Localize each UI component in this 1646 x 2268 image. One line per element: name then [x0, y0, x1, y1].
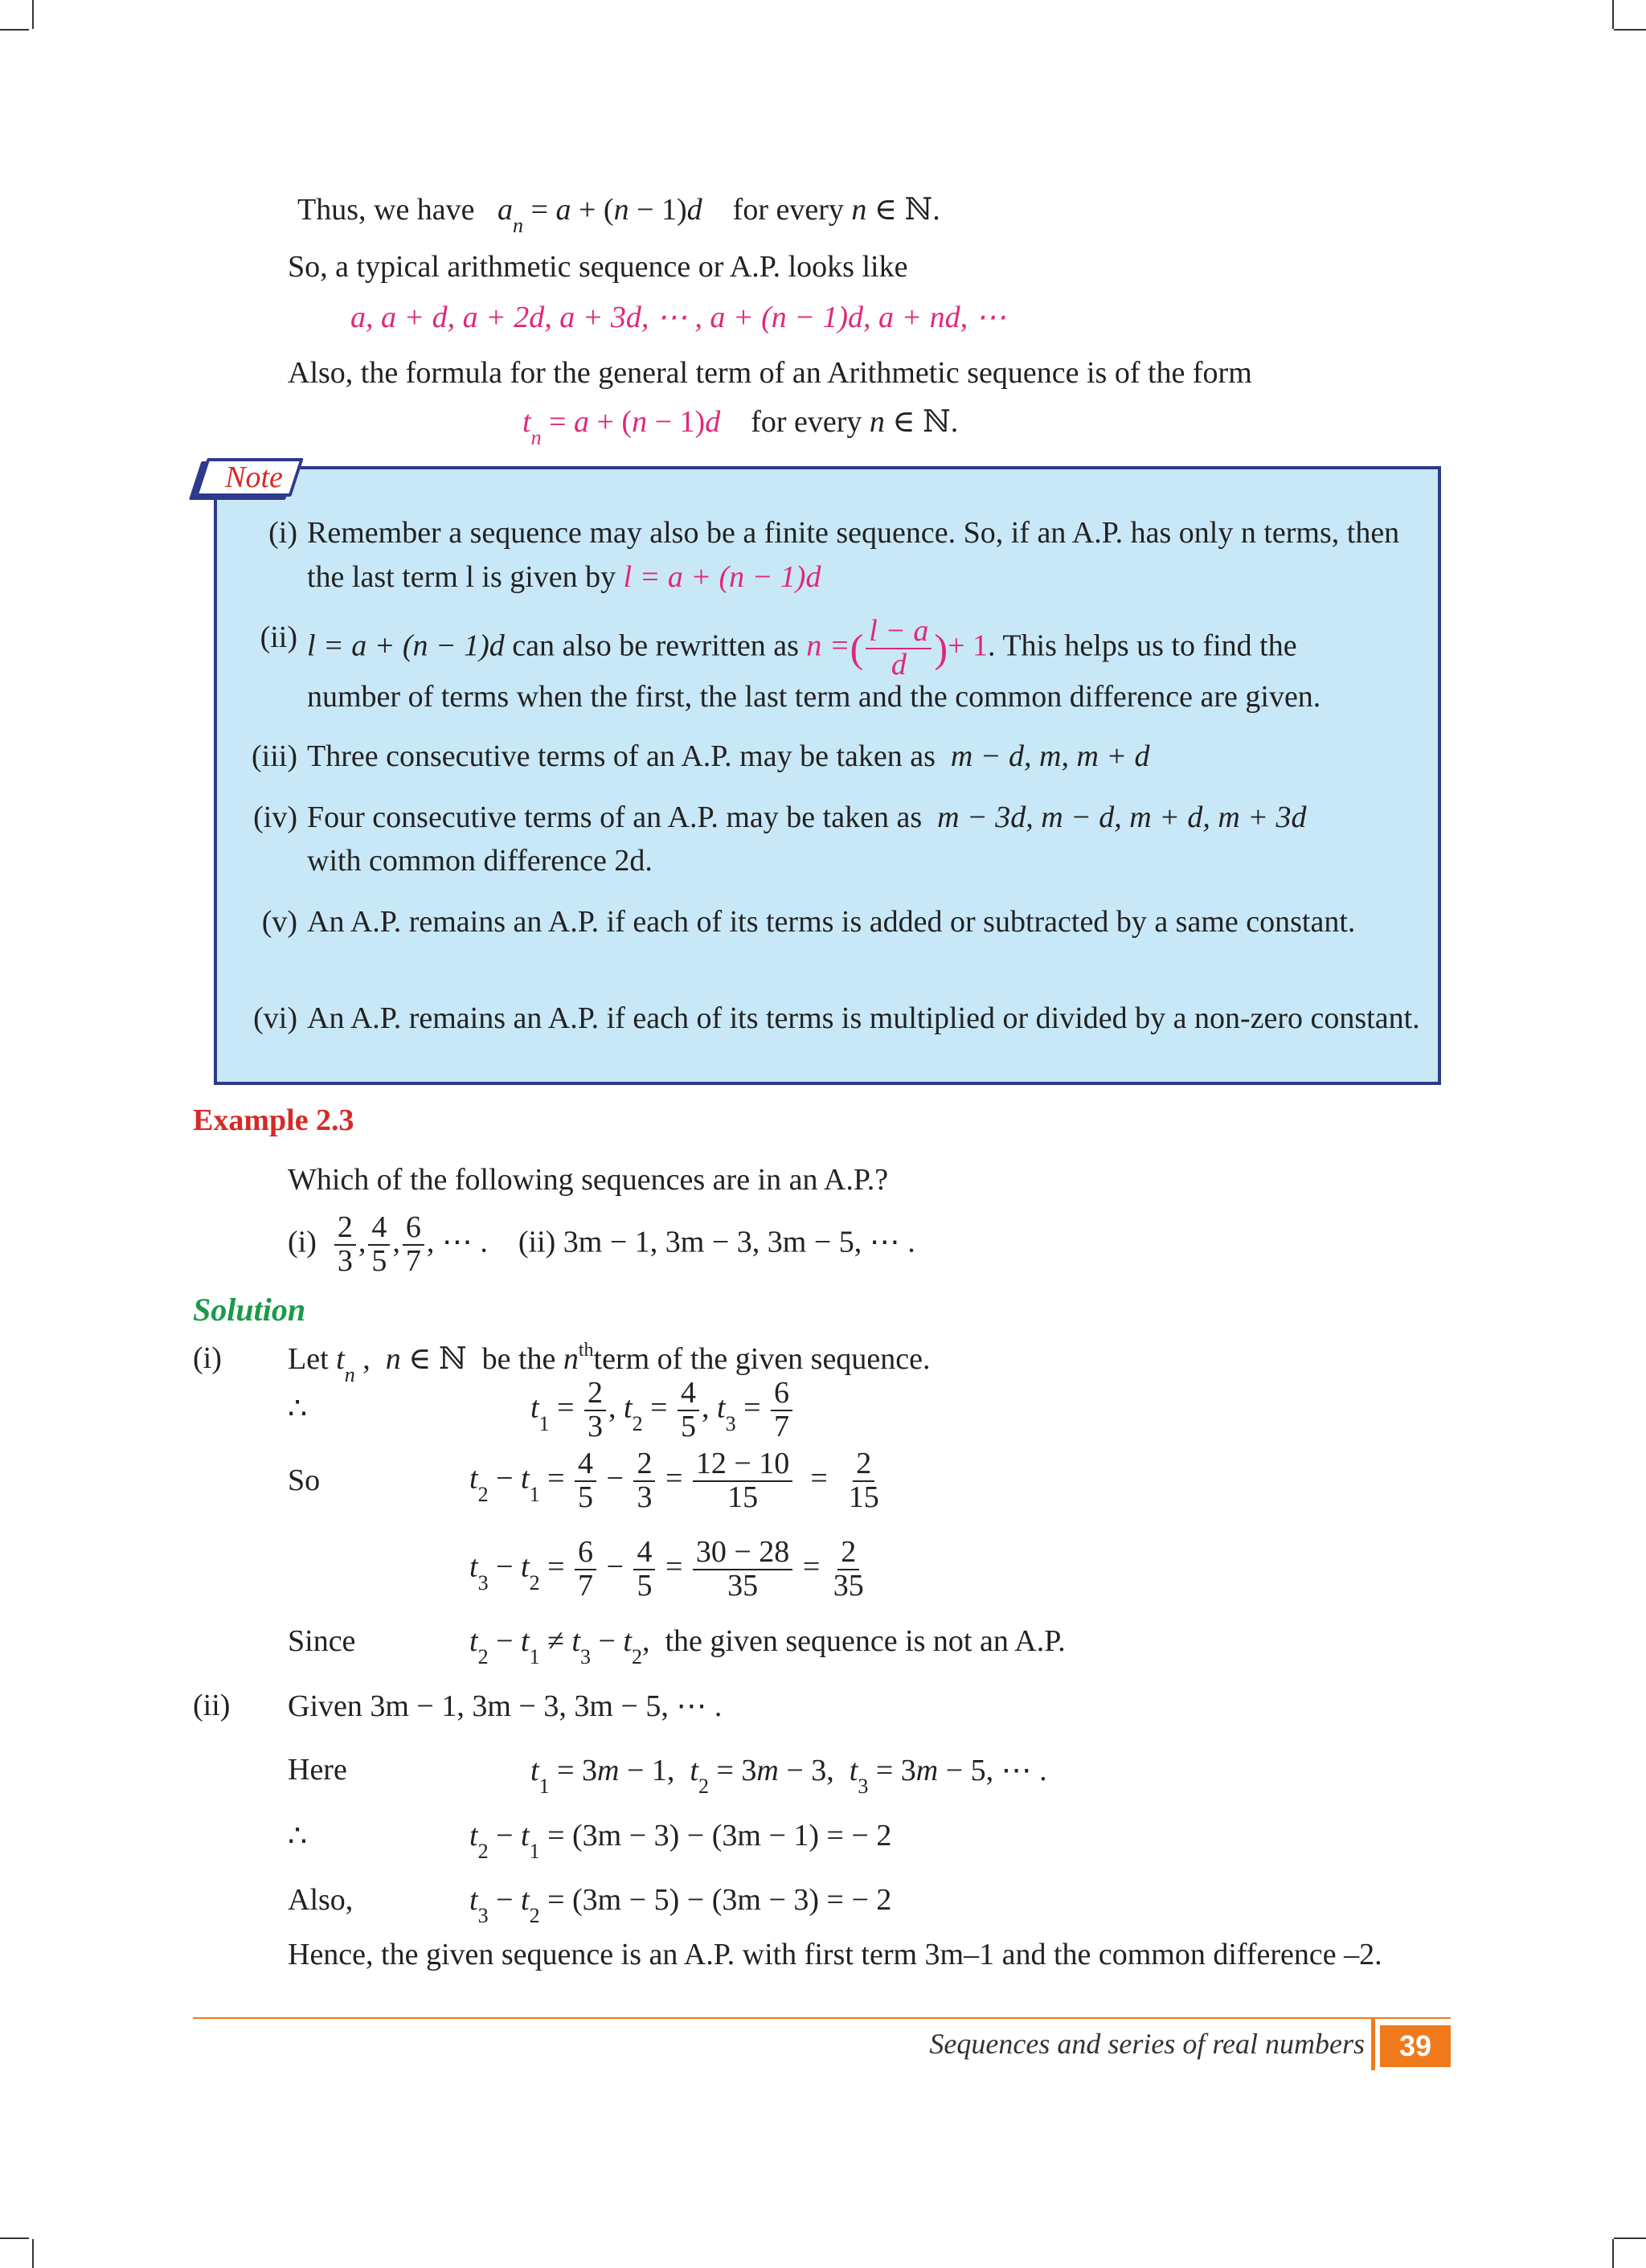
example-title: Example 2.3 — [193, 1103, 354, 1137]
crop-mark-bottom-left — [0, 2239, 34, 2268]
crop-mark-bottom-right — [1612, 2239, 1614, 2268]
sol-here: Here — [288, 1753, 347, 1787]
sol-since-formula: $t_2 - t_1 \ne t_3 - t_2$, the given sequence is not an A.P. — [469, 1624, 1066, 1668]
example-question: Which of the following sequences are in an A.P.? — [288, 1163, 889, 1197]
footer-bar — [1371, 2017, 1375, 2070]
footer-rule — [193, 2017, 1451, 2019]
tn-formula: $t_n = a + (n - 1)d$ for every n ∈ ℕ. — [522, 405, 959, 449]
note-label: Note — [225, 461, 283, 494]
sol-hence: Hence, the given sequence is an A.P. with first term 3m–1 and the common difference –2. — [288, 1938, 1382, 1971]
intro-thus-line: Thus, we have $a_n = a + (n - 1)d$ for every n ∈ ℕ. — [297, 193, 940, 237]
an-formula: $a_n = a + (n - 1)d$ — [497, 193, 702, 237]
sol-d1: $t_2 - t_1 = (3m - 3) - (3m - 1)$ = − 2 — [469, 1819, 892, 1863]
crop-mark-bottom-right-h — [1614, 2237, 1646, 2239]
sol-since: Since — [288, 1624, 356, 1658]
sol-diff-2: $t_3 - t_2$ = $\frac{6}{7}$ − $\frac{4}{5}$ = $\frac{30 - 28}{35}$ = $\frac{2}{35}$ — [469, 1535, 864, 1603]
sol-here-terms: $t_1 = 3m - 1$, $t_2 = 3m - 3$, $t_3 = 3m - 5$, ⋯ . — [530, 1754, 1047, 1798]
crop-mark-top-left-h — [0, 29, 29, 31]
running-title: Sequences and series of real numbers — [929, 2028, 1365, 2060]
page-number: 39 — [1380, 2025, 1451, 2067]
sol-so: So — [288, 1464, 321, 1497]
solution-title: Solution — [193, 1292, 306, 1328]
crop-mark-bottom-left-h — [0, 2237, 29, 2239]
ap-sequence: a, a + d, a + 2d, a + 3d, ⋯ , a + (n − 1)d, a + nd, ⋯ — [350, 301, 1006, 334]
sol-therefore-1: ∴ — [288, 1392, 308, 1426]
sol-also: Also, — [288, 1883, 354, 1917]
note-fraction: $\frac{l - a}{d}$ — [866, 616, 932, 682]
sol-t-values: $t_1$ = $\frac{2}{3}$ , $t_2$ = $\frac{4}{5}$ , $t_3$ = $\frac{6}{7}$ — [530, 1378, 795, 1443]
crop-mark-top-left — [0, 0, 34, 29]
crop-mark-top-right-h — [1614, 29, 1646, 31]
sol-d2: $t_3 - t_2 = (3m - 5) - (3m - 3)$ = − 2 — [469, 1883, 892, 1927]
intro-typical-line: So, a typical arithmetic sequence or A.P. looks like — [288, 250, 908, 284]
sol-therefore-2: ∴ — [288, 1820, 308, 1853]
sol-ii-given: Given 3m − 1, 3m − 3, 3m − 5, ⋯ . — [288, 1689, 723, 1723]
sol-i-let: Let $t_n$ , n ∈ ℕ be the $n^{th}term$ of the given sequence. — [288, 1340, 931, 1386]
sol-i-label: (i) — [193, 1341, 222, 1375]
crop-mark-top-right — [1612, 0, 1614, 29]
example-parts: (i) $\frac{2}{3}$ , $\frac{4}{5}$ , $\frac{6}{7}$ , ⋯ . (ii) 3m − 1, 3m − 3, 3m − 5, ⋯ . — [288, 1210, 915, 1278]
sol-diff-1: $t_2 - t_1$ = $\frac{4}{5}$ − $\frac{2}{3}$ = $\frac{12 - 10}{15}$ = $\frac{2}{15}$ — [469, 1447, 879, 1514]
sol-ii-label: (ii) — [193, 1689, 231, 1722]
general-term-line: Also, the formula for the general term of an Arithmetic sequence is of the form — [288, 356, 1252, 390]
